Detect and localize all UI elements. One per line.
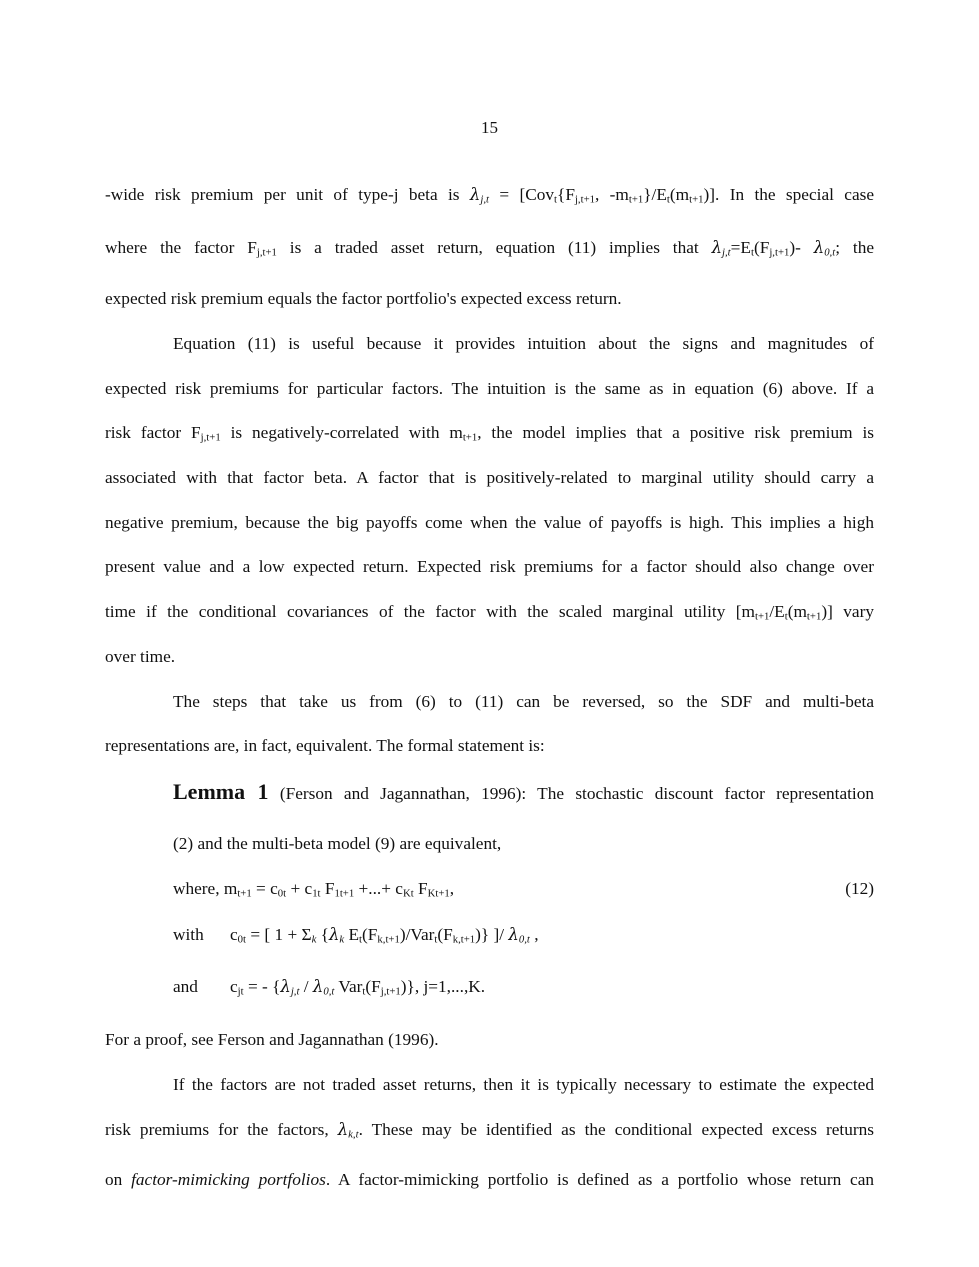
lambda-symbol: λ — [508, 925, 519, 944]
p5-line-1: If the factors are not traded asset returns, then it is typically necessary to estimate the expected — [173, 1075, 874, 1094]
p2-line-6: present value and a low expected return. Expected risk premiums for a factor should also change over — [105, 557, 874, 576]
lemma-with-line: with $c_{0t}$ = [ $1 + \Sigma_k$ {$\lambda_k$ $E_t(F_{k,t+1})/Var_t(F_{k,t+1})$} ]/ $\lambda_{0,t}$ , — [173, 925, 539, 946]
p5-line-2: risk premiums for the factors, $\lambda_{k,t}$. These may be identified as the conditional expected excess returns — [105, 1120, 874, 1141]
p3-line-1: The steps that take us from (6) to (11) can be reversed, so the SDF and multi-beta — [173, 692, 874, 711]
p5-line-3: on factor-mimicking portfolios. A factor-mimicking portfolio is defined as a portfolio whose return can — [105, 1170, 875, 1189]
lambda-symbol: λ — [312, 977, 324, 996]
emphasis-factor-mimicking: factor-mimicking portfolios — [131, 1170, 326, 1189]
lemma-and-line: and $c_{jt}$ = - {$\lambda_{j,t} / \lambda_{0,t}$ $Var_t(F_{j,t+1})$}, j=1,...,K. — [173, 977, 486, 998]
p4-line-1: For a proof, see Ferson and Jagannathan (1996). — [105, 1030, 439, 1049]
p2-line-4: associated with that factor beta. A factor that is positively-related to marginal utility should carry a — [105, 468, 874, 487]
lambda-symbol: λ — [711, 238, 723, 257]
equation-number: (12) — [845, 879, 874, 898]
lambda-symbol: λ — [813, 238, 825, 257]
page-number: 15 — [481, 118, 498, 137]
lambda-symbol: λ — [328, 925, 340, 944]
p1-line-3: expected risk premium equals the factor portfolio's expected excess return. — [105, 289, 622, 308]
p3-line-2: representations are, in fact, equivalent. The formal statement is: — [105, 736, 545, 755]
p2-line-3: risk factor $F_{j,t+1}$ is negatively-correlated with $m_{t+1}$, the model implies that a positive risk premium is — [105, 423, 874, 444]
p2-line-1: Equation (11) is useful because it provides intuition about the signs and magnitudes of — [173, 334, 874, 353]
equation-12: where, $m_{t+1} = c_{0t} + c_{1t}$ $F_{1t+1}$ +...+ $c_{Kt}$ $F_{Kt+1}$, (12) — [173, 879, 874, 900]
lemma-line-1: Lemma 1 (Ferson and Jagannathan, 1996): The stochastic discount factor representation — [173, 779, 874, 804]
lemma-line-2: (2) and the multi-beta model (9) are equivalent, — [173, 834, 502, 853]
lemma-title: Lemma 1 — [173, 779, 269, 804]
lambda-symbol: λ — [469, 185, 481, 204]
p2-line-7: time if the conditional covariances of the factor with the scaled marginal utility $[m_{t+1}/E_t(m_{t+1})]$ vary — [105, 602, 874, 623]
p2-line-5: negative premium, because the big payoffs come when the value of payoffs is high. This implies a high — [105, 513, 874, 532]
p2-line-8: over time. — [105, 647, 176, 666]
p1-line-2: where the factor $F_{j,t+1}$ is a traded asset return, equation (11) implies that $\lambda_{j,t}=E_t(F_{j,t+1})-$ $\lambda_{0,t}$; the — [105, 238, 875, 259]
lambda-symbol: λ — [337, 1120, 349, 1139]
lambda-symbol: λ — [280, 977, 291, 996]
p2-line-2: expected risk premiums for particular factors. The intuition is the same as in equation (6) above. If a — [105, 379, 874, 398]
p1-line-1: -wide risk premium per unit of type-j beta is $\lambda_{j,t} = [Cov_t\{F_{j,t+1}$, $-m_{t+1}\}/E_t(m_{t+1})$]. In the special case — [105, 185, 875, 206]
